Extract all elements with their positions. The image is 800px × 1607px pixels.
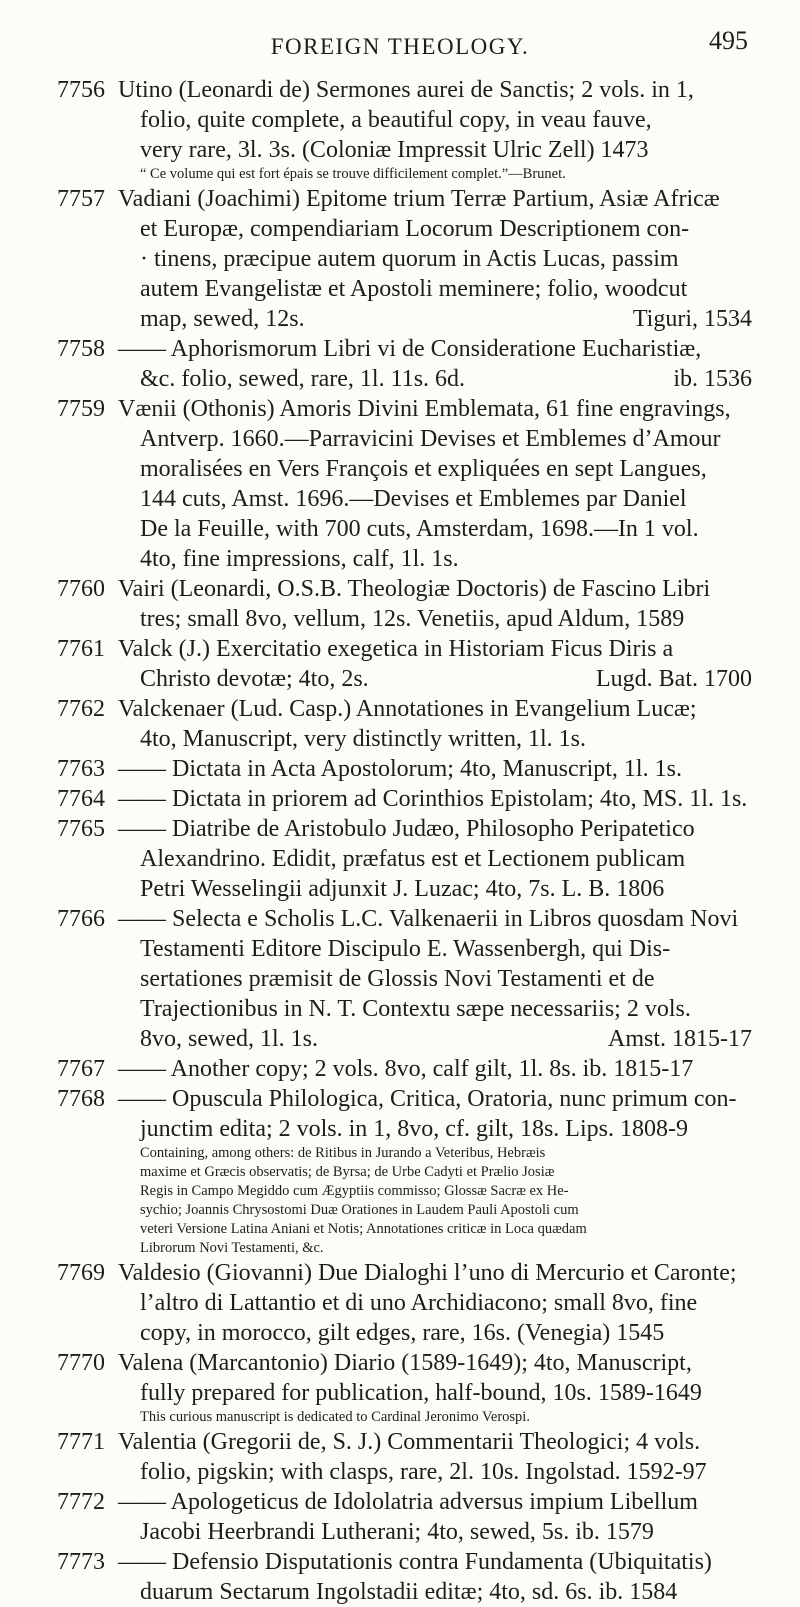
entry-line: Alexandrino. Edidit, præfatus est et Lectionem publicam <box>140 846 686 872</box>
entry-line: 4to, fine impressions, calf, 1l. 1s. <box>140 546 459 572</box>
catalogue-entry <box>0 1487 800 1547</box>
entry-line: —— Diatribe de Aristobulo Judæo, Philosopho Peripatetico <box>118 816 695 842</box>
catalogue-entry <box>0 1258 800 1348</box>
entry-line: Testamenti Editore Discipulo E. Wassenbergh, qui Dis- <box>140 936 671 962</box>
entry-note: Containing, among others: de Ritibus in Jurando a Veteribus, Hebræis <box>140 1145 546 1161</box>
entry-line: sertationes præmisit de Glossis Novi Testamenti et de <box>140 966 655 992</box>
entry-note: “ Ce volume qui est fort épais se trouve difficilement complet.”—Brunet. <box>140 166 566 182</box>
catalogue-entry <box>0 334 800 394</box>
entry-line: Valck (J.) Exercitatio exegetica in Historiam Ficus Diris a <box>118 636 674 662</box>
entry-number: 7767 <box>57 1056 105 1082</box>
entry-line: folio, quite complete, a beautiful copy, in veau fauve, <box>140 107 652 133</box>
catalogue-entry <box>0 574 800 634</box>
entry-number: 7773 <box>57 1549 105 1575</box>
entry-number: 7765 <box>57 816 105 842</box>
entry-note: Regis in Campo Megiddo cum Ægyptiis commisso; Glossæ Sacræ ex He- <box>140 1183 569 1199</box>
entry-line: Petri Wesselingii adjunxit J. Luzac; 4to, 7s. L. B. 1806 <box>140 876 665 902</box>
entry-line: Valentia (Gregorii de, S. J.) Commentarii Theologici; 4 vols. <box>118 1429 701 1455</box>
entry-line: Trajectionibus in N. T. Contextu sæpe necessariis; 2 vols. <box>140 996 691 1022</box>
entry-number: 7761 <box>57 636 105 662</box>
page-header <box>0 26 800 66</box>
entry-line: · tinens, præcipue autem quorum in Actis Lucas, passim <box>140 246 679 272</box>
entry-note: maxime et Græcis observatis; de Byrsa; de Urbe Cadyti et Prælio Josiæ <box>140 1164 555 1180</box>
entry-line: very rare, 3l. 3s. (Coloniæ Impressit Ulric Zell) 1473 <box>140 137 649 163</box>
entry-text: &c. folio, sewed, rare, 1l. 11s. 6d. <box>140 366 466 392</box>
entry-line: duarum Sectarum Ingolstadii editæ; 4to, sd. 6s. ib. 1584 <box>140 1579 678 1605</box>
entry-number: 7763 <box>57 756 105 782</box>
running-head: FOREIGN THEOLOGY. <box>270 34 530 59</box>
catalogue-entry <box>0 1084 800 1258</box>
entry-note: This curious manuscript is dedicated to Cardinal Jeronimo Verospi. <box>140 1409 530 1425</box>
entry-line: junctim edita; 2 vols. in 1, 8vo, cf. gilt, 18s. Lips. 1808-9 <box>140 1116 688 1142</box>
entry-line: Utino (Leonardi de) Sermones aurei de Sanctis; 2 vols. in 1, <box>118 77 694 103</box>
entry-line: 144 cuts, Amst. 1696.—Devises et Emblemes par Daniel <box>140 486 687 512</box>
entry-number: 7770 <box>57 1350 105 1376</box>
page-number: 495 <box>709 26 748 55</box>
catalogue-entry <box>0 184 800 334</box>
catalogue-entry <box>0 75 800 184</box>
entry-line: Vadiani (Joachimi) Epitome trium Terræ Partium, Asiæ Africæ <box>118 186 720 212</box>
catalogue-entry <box>0 394 800 574</box>
entry-line: autem Evangelistæ et Apostoli meminere; folio, woodcut <box>140 276 688 302</box>
entry-text: 8vo, sewed, 1l. 1s. <box>140 1026 318 1052</box>
entry-line: Jacobi Heerbrandi Lutherani; 4to, sewed, 5s. ib. 1579 <box>140 1519 654 1545</box>
catalogue-entries <box>0 75 800 1607</box>
entry-line: 4to, Manuscript, very distinctly written, 1l. 1s. <box>140 726 586 752</box>
entry-line: —— Another copy; 2 vols. 8vo, calf gilt, 1l. 8s. ib. 1815-17 <box>118 1056 694 1082</box>
entry-line: Vairi (Leonardi, O.S.B. Theologiæ Doctoris) de Fascino Libri <box>118 576 711 602</box>
entry-number: 7766 <box>57 906 105 932</box>
entry-number: 7772 <box>57 1489 105 1515</box>
entry-line: —— Opuscula Philologica, Critica, Oratoria, nunc primum con- <box>118 1086 737 1112</box>
entry-imprint: Lugd. Bat. 1700 <box>596 666 752 692</box>
entry-line: Vænii (Othonis) Amoris Divini Emblemata, 61 fine engravings, <box>118 396 731 422</box>
entry-number: 7764 <box>57 786 105 812</box>
entry-line: Valdesio (Giovanni) Due Dialoghi l’uno di Mercurio et Caronte; <box>118 1260 737 1286</box>
entry-line <box>0 304 800 334</box>
entry-line: —— Dictata in Acta Apostolorum; 4to, Manuscript, 1l. 1s. <box>118 756 682 782</box>
entry-number: 7758 <box>57 336 105 362</box>
entry-imprint: Amst. 1815-17 <box>608 1026 752 1052</box>
entry-text: Christo devotæ; 4to, 2s. <box>140 666 369 692</box>
entry-line: Valena (Marcantonio) Diario (1589-1649); 4to, Manuscript, <box>118 1350 692 1376</box>
entry-line <box>0 1024 800 1054</box>
entry-line: —— Selecta e Scholis L.C. Valkenaerii in Libros quosdam Novi <box>118 906 739 932</box>
entry-line: et Europæ, compendiariam Locorum Descriptionem con- <box>140 216 690 242</box>
entry-note: sychio; Joannis Chrysostomi Duæ Orationes in Laudem Pauli Apostoli cum <box>140 1202 579 1218</box>
entry-line <box>0 664 800 694</box>
catalogue-entry <box>0 904 800 1054</box>
entry-line: l’altro di Lattantio et di uno Archidiacono; small 8vo, fine <box>140 1290 698 1316</box>
entry-line: fully prepared for publication, half-bound, 10s. 1589-1649 <box>140 1380 702 1406</box>
catalogue-entry <box>0 814 800 904</box>
entry-line: —— Apologeticus de Idololatria adversus impium Libellum <box>118 1489 698 1515</box>
entry-imprint: ib. 1536 <box>673 366 752 392</box>
entry-number: 7768 <box>57 1086 105 1112</box>
catalogue-entry <box>0 694 800 754</box>
catalogue-entry <box>0 1547 800 1607</box>
entry-text: map, sewed, 12s. <box>140 306 305 332</box>
entry-line <box>0 364 800 394</box>
entry-line: De la Feuille, with 700 cuts, Amsterdam, 1698.—In 1 vol. <box>140 516 699 542</box>
catalogue-entry <box>0 1054 800 1084</box>
entry-line: folio, pigskin; with clasps, rare, 2l. 10s. Ingolstad. 1592-97 <box>140 1459 707 1485</box>
catalogue-entry <box>0 784 800 814</box>
entry-line: moralisées en Vers François et expliquées en sept Langues, <box>140 456 707 482</box>
entry-imprint: Tiguri, 1534 <box>632 306 752 332</box>
entry-line: copy, in morocco, gilt edges, rare, 16s. (Venegia) 1545 <box>140 1320 665 1346</box>
entry-number: 7757 <box>57 186 105 212</box>
entry-note: Librorum Novi Testamenti, &c. <box>140 1240 324 1256</box>
entry-line: tres; small 8vo, vellum, 12s. Venetiis, apud Aldum, 1589 <box>140 606 685 632</box>
entry-line: Valckenaer (Lud. Casp.) Annotationes in Evangelium Lucæ; <box>118 696 697 722</box>
entry-number: 7762 <box>57 696 105 722</box>
entry-line: —— Aphorismorum Libri vi de Consideratione Eucharistiæ, <box>118 336 702 362</box>
entry-line: —— Defensio Disputationis contra Fundamenta (Ubiquitatis) <box>118 1549 712 1575</box>
catalogue-entry <box>0 634 800 694</box>
entry-number: 7769 <box>57 1260 105 1286</box>
entry-line: —— Dictata in priorem ad Corinthios Epistolam; 4to, MS. 1l. 1s. <box>118 786 748 812</box>
catalogue-entry <box>0 754 800 784</box>
entry-number: 7756 <box>57 77 105 103</box>
entry-number: 7771 <box>57 1429 105 1455</box>
entry-number: 7760 <box>57 576 105 602</box>
catalogue-entry <box>0 1427 800 1487</box>
entry-line: Antverp. 1660.—Parravicini Devises et Emblemes d’Amour <box>140 426 721 452</box>
entry-note: veteri Versione Latina Aniani et Notis; Annotationes criticæ in Loca quædam <box>140 1221 587 1237</box>
entry-number: 7759 <box>57 396 105 422</box>
